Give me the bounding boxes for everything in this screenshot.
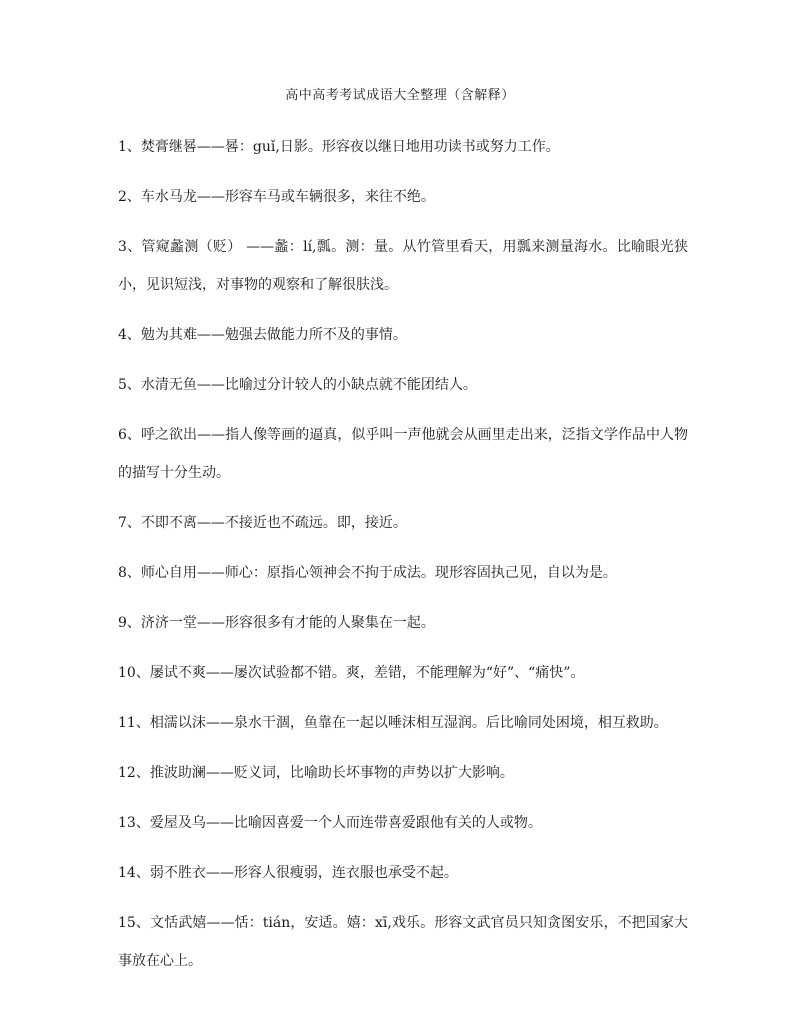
list-item: 6、呼之欲出——指人像等画的逼真，似乎叫一声他就会从画里走出来，泛指文学作品中人物的描写十分生动。 <box>118 427 688 481</box>
list-item: 7、不即不离——不接近也不疏远。即，接近。 <box>118 515 407 531</box>
list-item: 2、车水马龙——形容车马或车辆很多，来往不绝。 <box>118 189 435 205</box>
list-item: 10、屡试不爽——屡次试验都不错。爽，差错，不能理解为“好”、“痛快”。 <box>118 665 585 681</box>
list-item: 11、相濡以沫——泉水干涸，鱼靠在一起以唾沫相互湿润。后比喻同处困境，相互救助。 <box>118 715 668 731</box>
list-item: 3、管窥蠡测（贬） ——蠡：lí,瓢。测：量。从竹管里看天，用瓢来测量海水。比喻眼光狭小，见识短浅，对事物的观察和了解很肤浅。 <box>118 239 688 293</box>
list-item: 15、文恬武嬉——恬：tián，安适。嬉：xī,戏乐。形容文武官员只知贪图安乐，不把国家大事放在心上。 <box>118 915 688 969</box>
idiom-list <box>118 128 688 992</box>
list-item: 5、水清无鱼——比喻过分计较人的小缺点就不能团结人。 <box>118 377 477 393</box>
list-item: 14、弱不胜衣——形容人很瘦弱，连衣服也承受不起。 <box>118 865 458 881</box>
list-item: 13、爱屋及乌——比喻因喜爱一个人而连带喜爱跟他有关的人或物。 <box>118 815 542 831</box>
list-item: 8、师心自用——师心：原指心领神会不拘于成法。现形容固执己见，自以为是。 <box>118 565 617 581</box>
list-item: 9、济济一堂——形容很多有才能的人聚集在一起。 <box>118 615 435 631</box>
list-item: 4、勉为其难——勉强去做能力所不及的事情。 <box>118 327 407 343</box>
list-item: 12、推波助澜——贬义词，比喻助长坏事物的声势以扩大影响。 <box>118 765 514 781</box>
document-title: 高中高考考试成语大全整理（含解释） <box>285 88 515 103</box>
list-item: 1、焚膏继晷——晷：guǐ,日影。形容夜以继日地用功读书或努力工作。 <box>118 139 560 155</box>
